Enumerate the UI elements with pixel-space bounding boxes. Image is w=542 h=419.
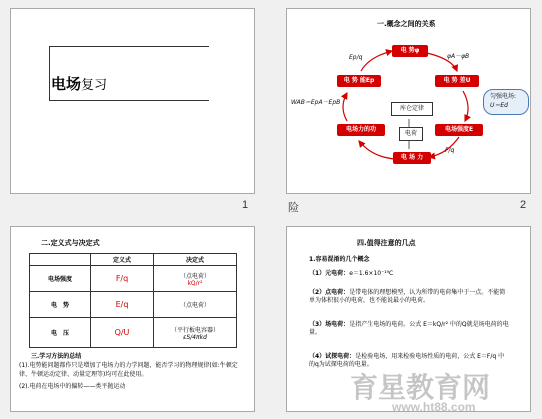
- det-note: （点电荷）: [179, 272, 210, 280]
- slide-1-number: 1: [242, 199, 249, 211]
- watermark-text: 育星教育网: [350, 371, 491, 404]
- slide-3-title: 二.定义式与决定式: [41, 239, 100, 247]
- arrow-u-to-e: [463, 91, 468, 121]
- arrow-force-to-work: [359, 141, 395, 159]
- table-row-def: E/q: [91, 292, 154, 318]
- label-ep-over-q: Ep/q: [349, 54, 363, 61]
- item-text: 是带电体的理想模型，认为所带的电荷集中于一点。不能简单为体积很小的电荷，也不能说最小的电荷。: [309, 289, 506, 304]
- slide-3-section: 三.学习方法的总结: [31, 353, 82, 360]
- table-header-def: 定义式: [91, 254, 154, 266]
- title-rule-bottom: [49, 100, 209, 101]
- box-potential-diff: 电 势 差U: [435, 75, 479, 87]
- box-charge: 电荷: [399, 127, 423, 141]
- list-item: [309, 289, 509, 305]
- table-row-det: [154, 318, 237, 348]
- det-formula: εS/4πkd: [183, 333, 207, 341]
- box-field-strength: 电场强度E: [435, 124, 483, 136]
- item-text: e＝1.6×10⁻¹⁹C: [349, 270, 394, 277]
- slide-2-prefix: 险: [288, 202, 299, 214]
- slide-3-note-1: (1).电势能问题都作只是增加了电场力的力学问题，能否学习的物理规律(如:牛顿定律、牛顿运动定律、动量定理等)均可在此使用。: [19, 362, 238, 378]
- box-potential-energy: 电 势 能Ep: [337, 75, 381, 87]
- box-potential: 电 势φ: [392, 45, 428, 57]
- item-label: （3）场电荷：: [309, 321, 350, 328]
- arrow-ep-to-phi: [361, 51, 392, 71]
- arrow-e-to-force: [429, 137, 459, 157]
- title-main: 电场: [51, 76, 82, 93]
- item-label: （1）元电荷：: [309, 270, 350, 277]
- table-row-name: 电 势: [30, 292, 91, 318]
- watermark-url: www.ht88.com: [392, 400, 476, 414]
- box-electric-force: 电 场 力: [393, 152, 431, 164]
- det-note: （平行板电容器）: [170, 326, 219, 334]
- slide-3[interactable]: [10, 226, 255, 412]
- det-note: （点电荷）: [179, 302, 210, 309]
- slide-4-subtitle: 1.容易混淆的几个概念: [309, 256, 370, 263]
- title-rule-top: [49, 46, 209, 47]
- table-row-det: [154, 292, 237, 318]
- title-rule-left: [49, 46, 50, 101]
- slide-2[interactable]: [286, 8, 531, 194]
- table-row-def: F/q: [91, 266, 154, 292]
- slide-3-note-2: (2).电荷在电场中的偏转——类平抛运动: [19, 383, 126, 390]
- label-work-eq: WAB＝EpA－EpB: [291, 99, 341, 106]
- table-header-empty: [30, 254, 91, 266]
- det-formula: kQ/r²: [187, 279, 203, 287]
- slide-title: [51, 73, 107, 94]
- box-coulomb-law: 库仑定律: [391, 102, 433, 116]
- label-f-over-q: F/q: [445, 147, 455, 154]
- item-text: 是指产生电场的电荷。公式 E＝kQ/r² 中的Q就是场电荷的电量。: [309, 321, 509, 336]
- uniform-field-note: [483, 89, 529, 115]
- slide-2-number: 2: [520, 199, 527, 211]
- slide-4-title: 四.值得注意的几点: [357, 239, 416, 247]
- uniform-note-2: U＝Ed: [490, 102, 508, 109]
- item-label: （4）试探电荷：: [309, 353, 356, 360]
- list-item: [309, 321, 509, 337]
- definition-table: [29, 253, 237, 348]
- uniform-note-1: 匀强电场:: [490, 93, 517, 100]
- table-header-det: 决定式: [154, 254, 237, 266]
- slide-2-title: 一.概念之间的关系: [377, 20, 436, 28]
- box-electric-work: 电场力的功: [337, 124, 385, 136]
- list-item: [309, 270, 509, 278]
- table-row-def: Q/U: [91, 318, 154, 348]
- item-text: 是检验电场，用来检验电场性质的电荷，公式 E＝F/q 中的q为试探电荷的电量。: [309, 353, 505, 368]
- table-row-name: 电 压: [30, 318, 91, 348]
- arrow-work-to-ep: [343, 93, 347, 121]
- table-row-det: [154, 266, 237, 292]
- table-row-name: 电场强度: [30, 266, 91, 292]
- label-phi-diff: φA－φB: [447, 53, 470, 60]
- slide-1[interactable]: [10, 8, 255, 194]
- title-sub: 复习: [81, 77, 108, 92]
- item-label: （2）点电荷：: [309, 289, 350, 296]
